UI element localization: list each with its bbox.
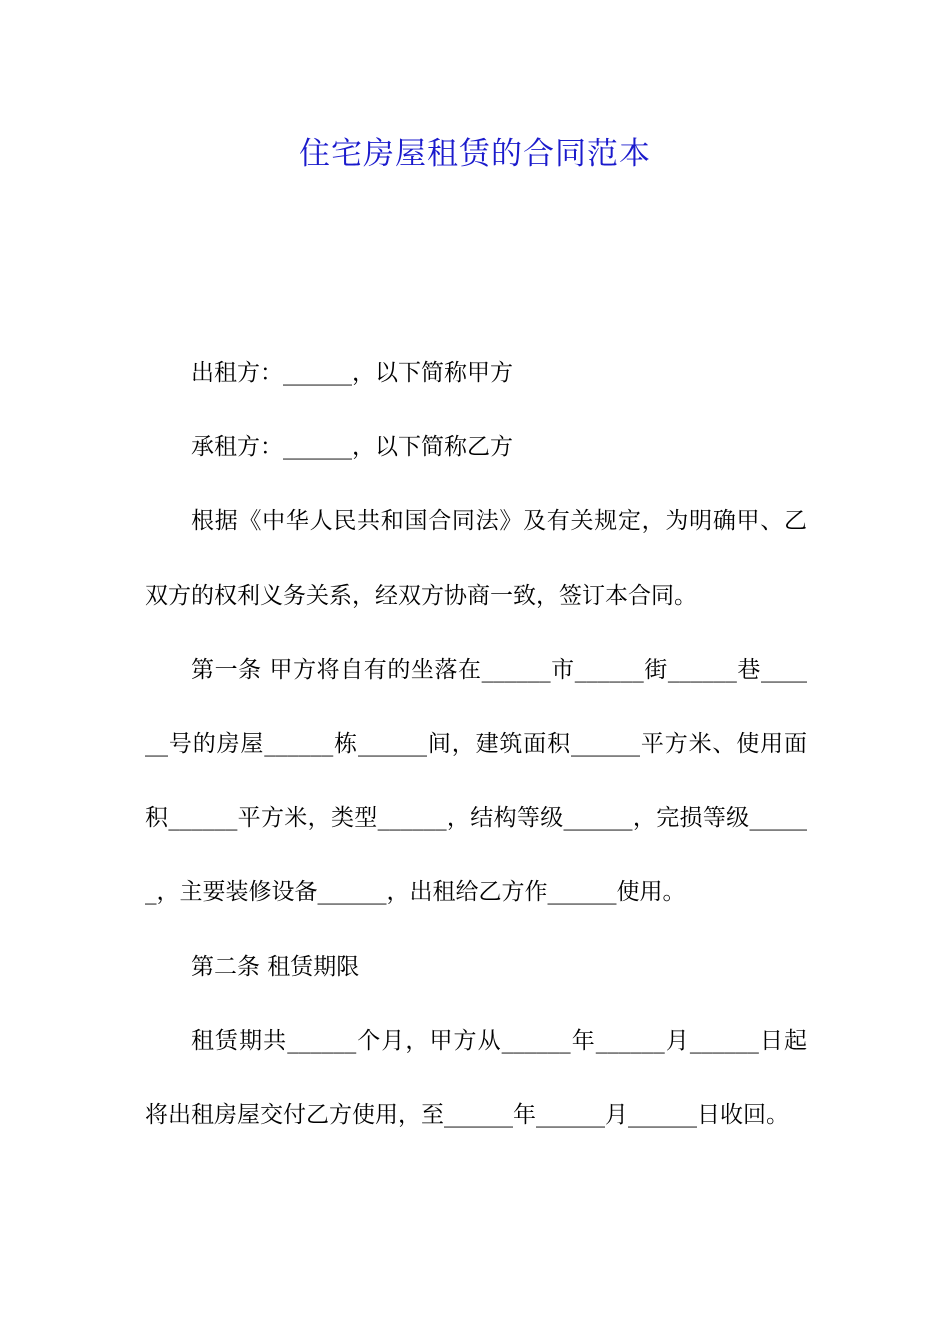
paragraph-preamble: 根据《中华人民共和国合同法》及有关规定，为明确甲、乙双方的权利义务关系，经双方协商一致，签订本合同。: [145, 508, 807, 609]
paragraph-lessee: 承租方：______，以下简称乙方: [191, 434, 513, 461]
paragraph-lessor: 出租方：______，以下简称甲方: [191, 360, 513, 386]
paragraph-article-2-heading: 第二条 租赁期限: [191, 953, 360, 980]
paragraph-lease-term: 租赁期共______个月，甲方从______年______月______日起将出租房屋交付乙方使用，至______年______月______日收回。: [145, 1027, 807, 1129]
document-body: [145, 336, 807, 1152]
document-title: 住宅房屋租赁的合同范本: [299, 136, 651, 172]
paragraph-article-1: 第一条 甲方将自有的坐落在______市______街______巷______号的房屋______栋______间，建筑面积______平方米、使用面积______平方米，类型______，结构等级______，完损等级______，主要装修设备______，出租给乙方作______使用。: [145, 656, 807, 906]
